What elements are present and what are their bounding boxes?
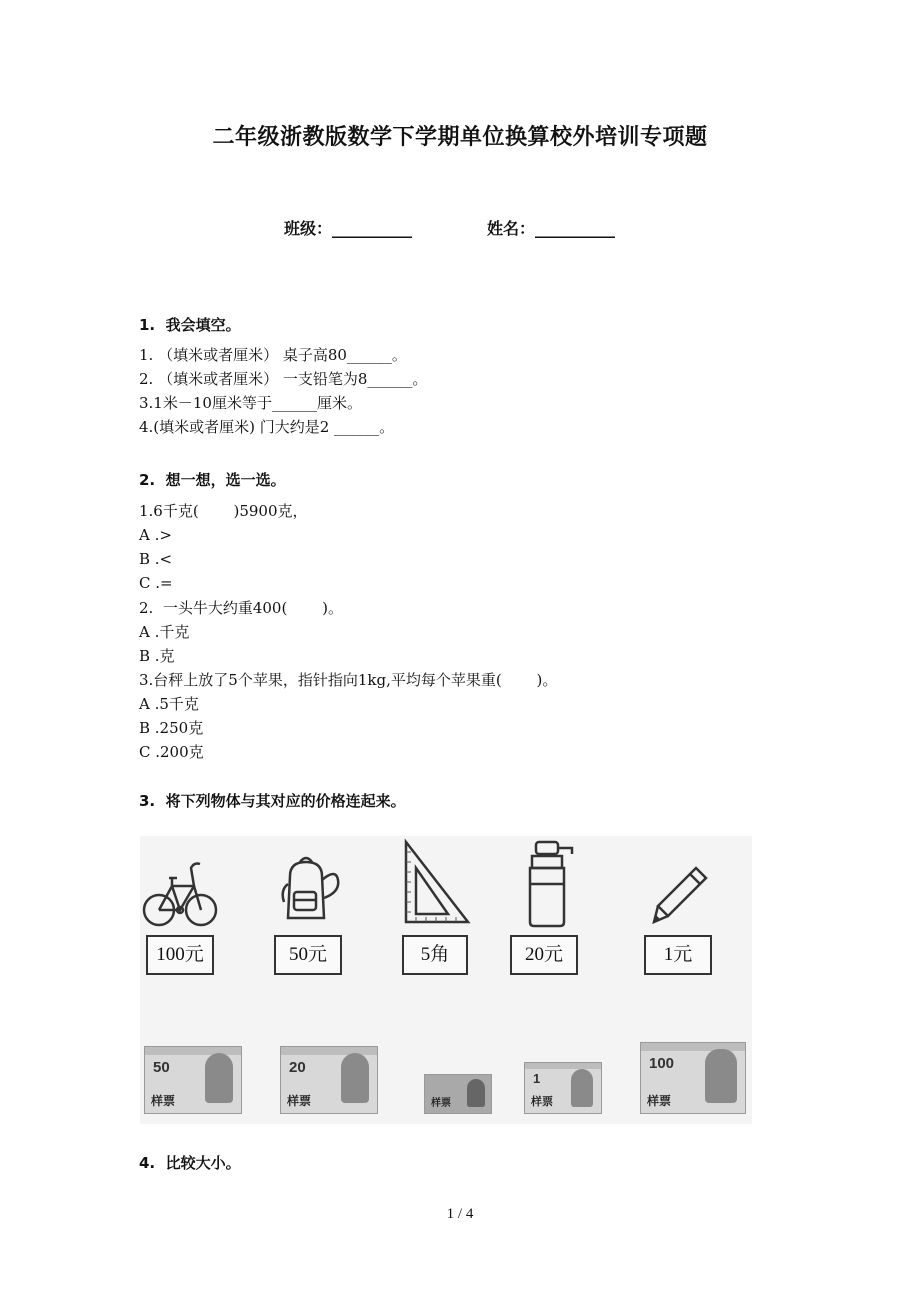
- question-line: 2. （填米或者厘米） 一支铅笔为8______。: [139, 370, 428, 388]
- banknote-1: [524, 1062, 602, 1114]
- banknote-100: [640, 1042, 746, 1114]
- water-bottle-icon: [522, 838, 578, 928]
- portrait-icon: [705, 1049, 737, 1103]
- option-line: C .=: [139, 574, 173, 592]
- portrait-icon: [341, 1053, 369, 1103]
- page-number: 1 / 4: [446, 1206, 474, 1222]
- option-line: A .5千克: [139, 695, 199, 713]
- option-line: B .<: [139, 550, 173, 568]
- banknote-stamp: 样票: [647, 1094, 672, 1108]
- banknote-50: [144, 1046, 242, 1114]
- option-line: B .克: [139, 647, 175, 665]
- backpack-icon: [276, 854, 346, 926]
- class-field: 班级：__________: [284, 219, 413, 238]
- banknote-stamp: 样票: [531, 1095, 553, 1108]
- page-title: 二年级浙教版数学下学期单位换算校外培训专项题: [212, 124, 708, 150]
- question-line: 3.1米－10厘米等于______厘米。: [139, 394, 362, 412]
- price-box: 5角: [402, 935, 468, 975]
- question-line: 3.台秤上放了5个苹果，指针指向1kg,平均每个苹果重( )。: [139, 671, 558, 689]
- bicycle-icon: [142, 858, 218, 928]
- option-line: A .千克: [139, 623, 190, 641]
- portrait-icon: [571, 1069, 593, 1107]
- portrait-icon: [467, 1079, 485, 1107]
- matching-figure: [140, 836, 752, 1124]
- question-line: 1. （填米或者厘米） 桌子高80______。: [139, 346, 407, 364]
- option-line: C .200克: [139, 743, 204, 761]
- name-field: 姓名：__________: [487, 219, 616, 238]
- banknote-denomination: 100: [649, 1055, 675, 1072]
- banknote-20: [280, 1046, 378, 1114]
- section-2-heading: 2. 想一想，选一选。: [139, 471, 286, 489]
- banknote-denomination: 1: [533, 1071, 541, 1086]
- question-line: 4.(填米或者厘米) 门大约是2 ______。: [139, 418, 395, 436]
- question-line: 2. 一头牛大约重400( )。: [139, 599, 343, 617]
- section-1-heading: 1. 我会填空。: [139, 316, 241, 334]
- pencil-icon: [650, 864, 710, 926]
- option-line: A .>: [139, 526, 172, 544]
- option-line: B .250克: [139, 719, 204, 737]
- banknote-5-jiao: [424, 1074, 492, 1114]
- question-line: 1.6千克( )5900克，: [139, 502, 308, 520]
- price-box: 50元: [274, 935, 342, 975]
- set-square-icon: [402, 838, 472, 926]
- portrait-icon: [205, 1053, 233, 1103]
- section-4-heading: 4. 比较大小。: [139, 1154, 241, 1172]
- banknote-stamp: 样票: [431, 1098, 451, 1109]
- banknote-stamp: 样票: [287, 1094, 312, 1108]
- banknote-denomination: 20: [289, 1059, 306, 1076]
- banknote-denomination: 50: [153, 1059, 170, 1076]
- price-box: 20元: [510, 935, 578, 975]
- section-3-heading: 3. 将下列物体与其对应的价格连起来。: [139, 792, 406, 810]
- price-box: 100元: [146, 935, 214, 975]
- price-box: 1元: [644, 935, 712, 975]
- banknote-stamp: 样票: [151, 1094, 176, 1108]
